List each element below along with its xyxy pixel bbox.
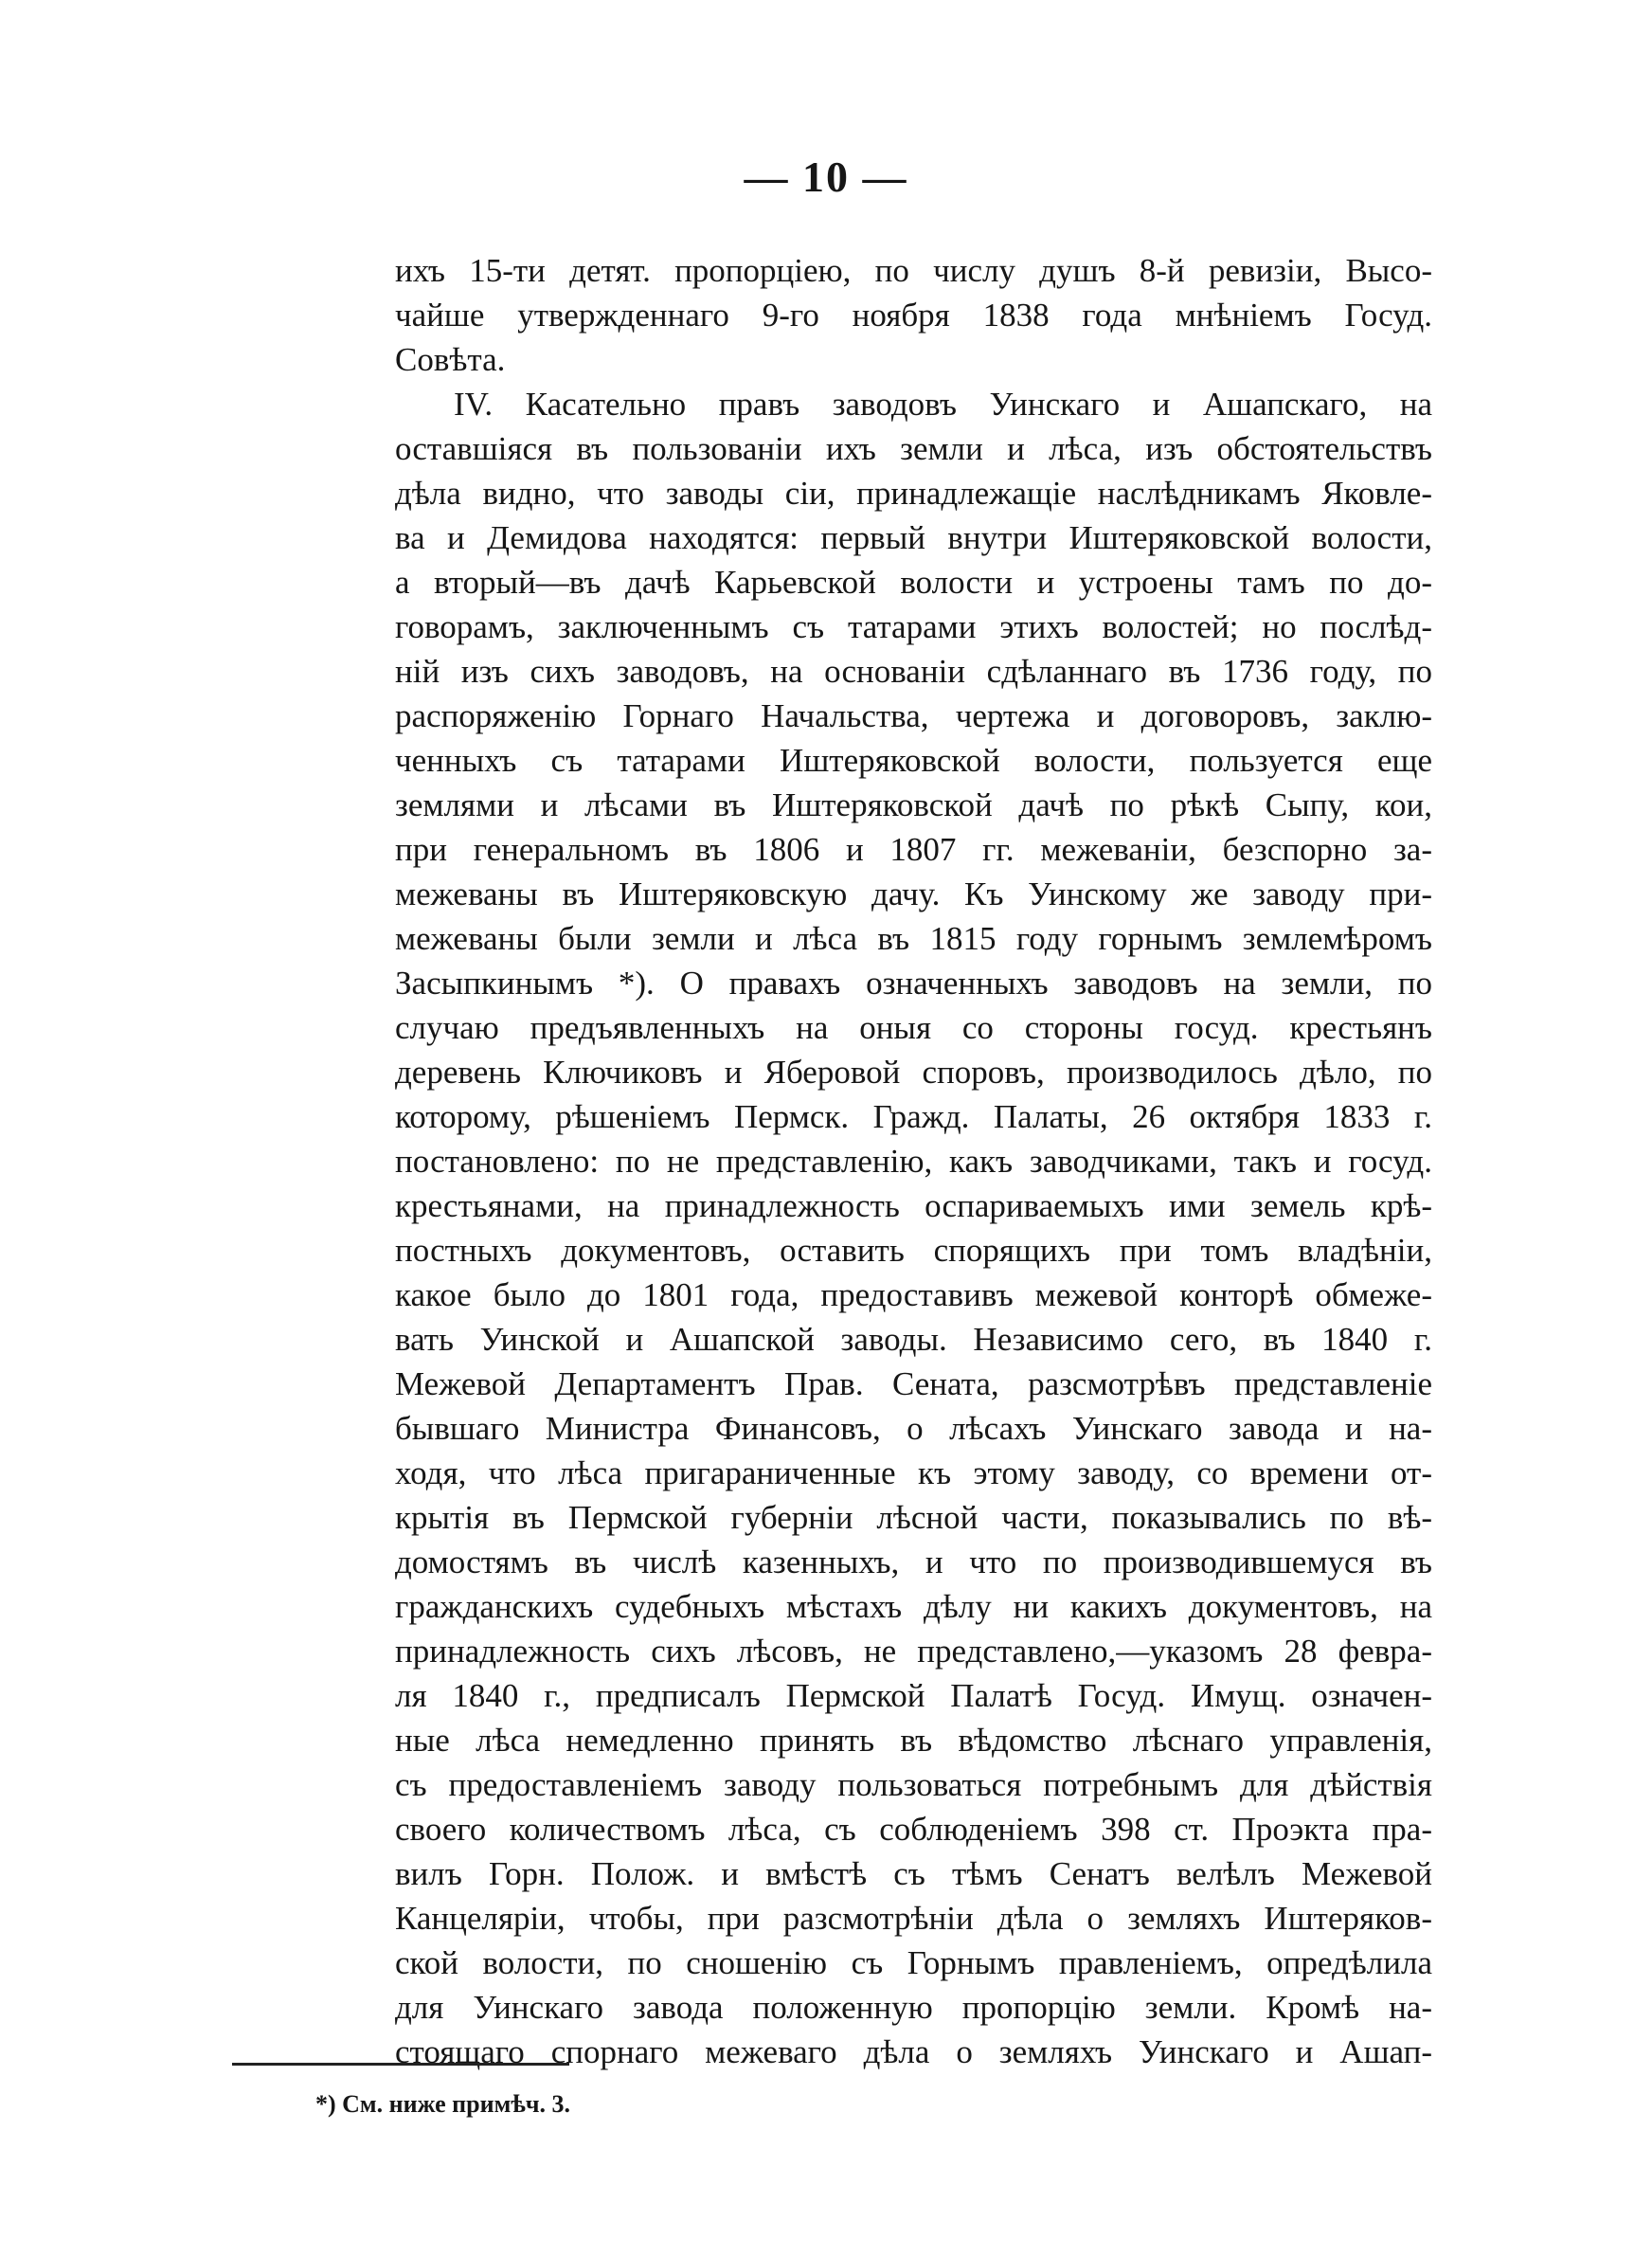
text-line: при генеральномъ въ 1806 и 1807 гг. межеваніи, безспорно за-	[395, 831, 1432, 868]
text-line: землями и лѣсами въ Иштеряковской дачѣ по рѣкѣ Сыпу, кои,	[395, 786, 1432, 823]
text-line: Совѣта.	[395, 341, 506, 378]
text-line: крытія въ Пермской губерніи лѣсной части, показывались по вѣ-	[395, 1499, 1432, 1536]
text-line: стоящаго спорнаго межеваго дѣла о земляхъ Уинскаго и Ашап-	[395, 2033, 1432, 2070]
footnote: *) См. ниже примѣч. 3.	[315, 2090, 571, 2118]
text-line: постановлено: по не представленію, какъ заводчиками, такъ и госуд.	[395, 1143, 1432, 1180]
text-line: оставшіяся въ пользованіи ихъ земли и лѣса, изъ обстоятельствъ	[395, 430, 1432, 467]
text-line: деревень Ключиковъ и Яберовой споровъ, производилось дѣло, по	[395, 1054, 1432, 1091]
text-line: чайше утвержденнаго 9-го ноября 1838 года мнѣніемъ Госуд.	[395, 297, 1432, 334]
text-line: межеваны были земли и лѣса въ 1815 году горнымъ землемѣромъ	[395, 920, 1432, 957]
text-line: Канцеляріи, чтобы, при разсмотрѣніи дѣла о земляхъ Иштеряков-	[395, 1900, 1432, 1937]
text-line: вать Уинской и Ашапской заводы. Независимо сего, въ 1840 г.	[395, 1321, 1432, 1358]
text-line: гражданскихъ судебныхъ мѣстахъ дѣлу ни какихъ документовъ, на	[395, 1588, 1432, 1625]
text-line: говорамъ, заключеннымъ съ татарами этихъ волостей; но послѣд-	[395, 608, 1432, 645]
text-line: Межевой Департаментъ Прав. Сената, разсмотрѣвъ представленіе	[395, 1365, 1432, 1402]
text-line: IV. Касательно правъ заводовъ Уинскаго и Ашапскаго, на	[454, 386, 1432, 423]
text-line: случаю предъявленныхъ на оныя со стороны госуд. крестьянъ	[395, 1009, 1432, 1046]
text-line: крестьянами, на принадлежность оспариваемыхъ ими земель крѣ-	[395, 1187, 1432, 1224]
text-line: ные лѣса немедленно принять въ вѣдомство лѣснаго управленія,	[395, 1722, 1432, 1759]
text-line: какое было до 1801 года, предоставивъ межевой конторѣ обмеже-	[395, 1276, 1432, 1313]
text-line: распоряженію Горнаго Начальства, чертежа и договоровъ, заклю-	[395, 697, 1432, 734]
text-line: своего количествомъ лѣса, съ соблюденіемъ 398 ст. Проэкта пра-	[395, 1811, 1432, 1848]
text-line: ва и Демидова находятся: первый внутри Иштеряковской волости,	[395, 519, 1432, 556]
text-line: ихъ 15-ти детят. пропорціею, по числу душъ 8-й ревизіи, Высо-	[395, 252, 1432, 289]
text-line: которому, рѣшеніемъ Пермск. Гражд. Палаты, 26 октября 1833 г.	[395, 1098, 1432, 1135]
text-line: принадлежность сихъ лѣсовъ, не представлено,—указомъ 28 февра-	[395, 1633, 1432, 1670]
footnote-divider	[232, 2063, 569, 2066]
text-line: ходя, что лѣса пригараниченные къ этому заводу, со времени от-	[395, 1454, 1432, 1491]
text-line: а вторый—въ дачѣ Карьевской волости и устроены тамъ по до-	[395, 564, 1432, 601]
text-line: домостямъ въ числѣ казенныхъ, и что по производившемуся въ	[395, 1544, 1432, 1580]
page-number: — 10 —	[744, 153, 908, 201]
text-line: для Уинскаго завода положенную пропорцію земли. Кромѣ на-	[395, 1989, 1432, 2026]
text-line: ской волости, по сношенію съ Горнымъ правленіемъ, опредѣлила	[395, 1944, 1432, 1981]
text-line: вилъ Горн. Полож. и вмѣстѣ съ тѣмъ Сенатъ велѣлъ Межевой	[395, 1855, 1432, 1892]
text-line: ній изъ сихъ заводовъ, на основаніи сдѣланнаго въ 1736 году, по	[395, 653, 1432, 690]
text-line: ля 1840 г., предписалъ Пермской Палатѣ Госуд. Имущ. означен-	[395, 1677, 1432, 1714]
text-line: постныхъ документовъ, оставить спорящихъ при томъ владѣніи,	[395, 1232, 1432, 1269]
text-line: съ предоставленіемъ заводу пользоваться потребнымъ для дѣйствія	[395, 1766, 1432, 1803]
text-line: дѣла видно, что заводы сіи, принадлежащіе наслѣдникамъ Яковле-	[395, 475, 1432, 512]
text-line: межеваны въ Иштеряковскую дачу. Къ Уинскому же заводу при-	[395, 876, 1432, 912]
body-text	[395, 248, 1432, 2074]
text-line: бывшаго Министра Финансовъ, о лѣсахъ Уинскаго завода и на-	[395, 1410, 1432, 1447]
text-line: ченныхъ съ татарами Иштеряковской волости, пользуется еще	[395, 742, 1432, 779]
text-line: Засыпкинымъ *). О правахъ означенныхъ заводовъ на земли, по	[395, 965, 1432, 1002]
